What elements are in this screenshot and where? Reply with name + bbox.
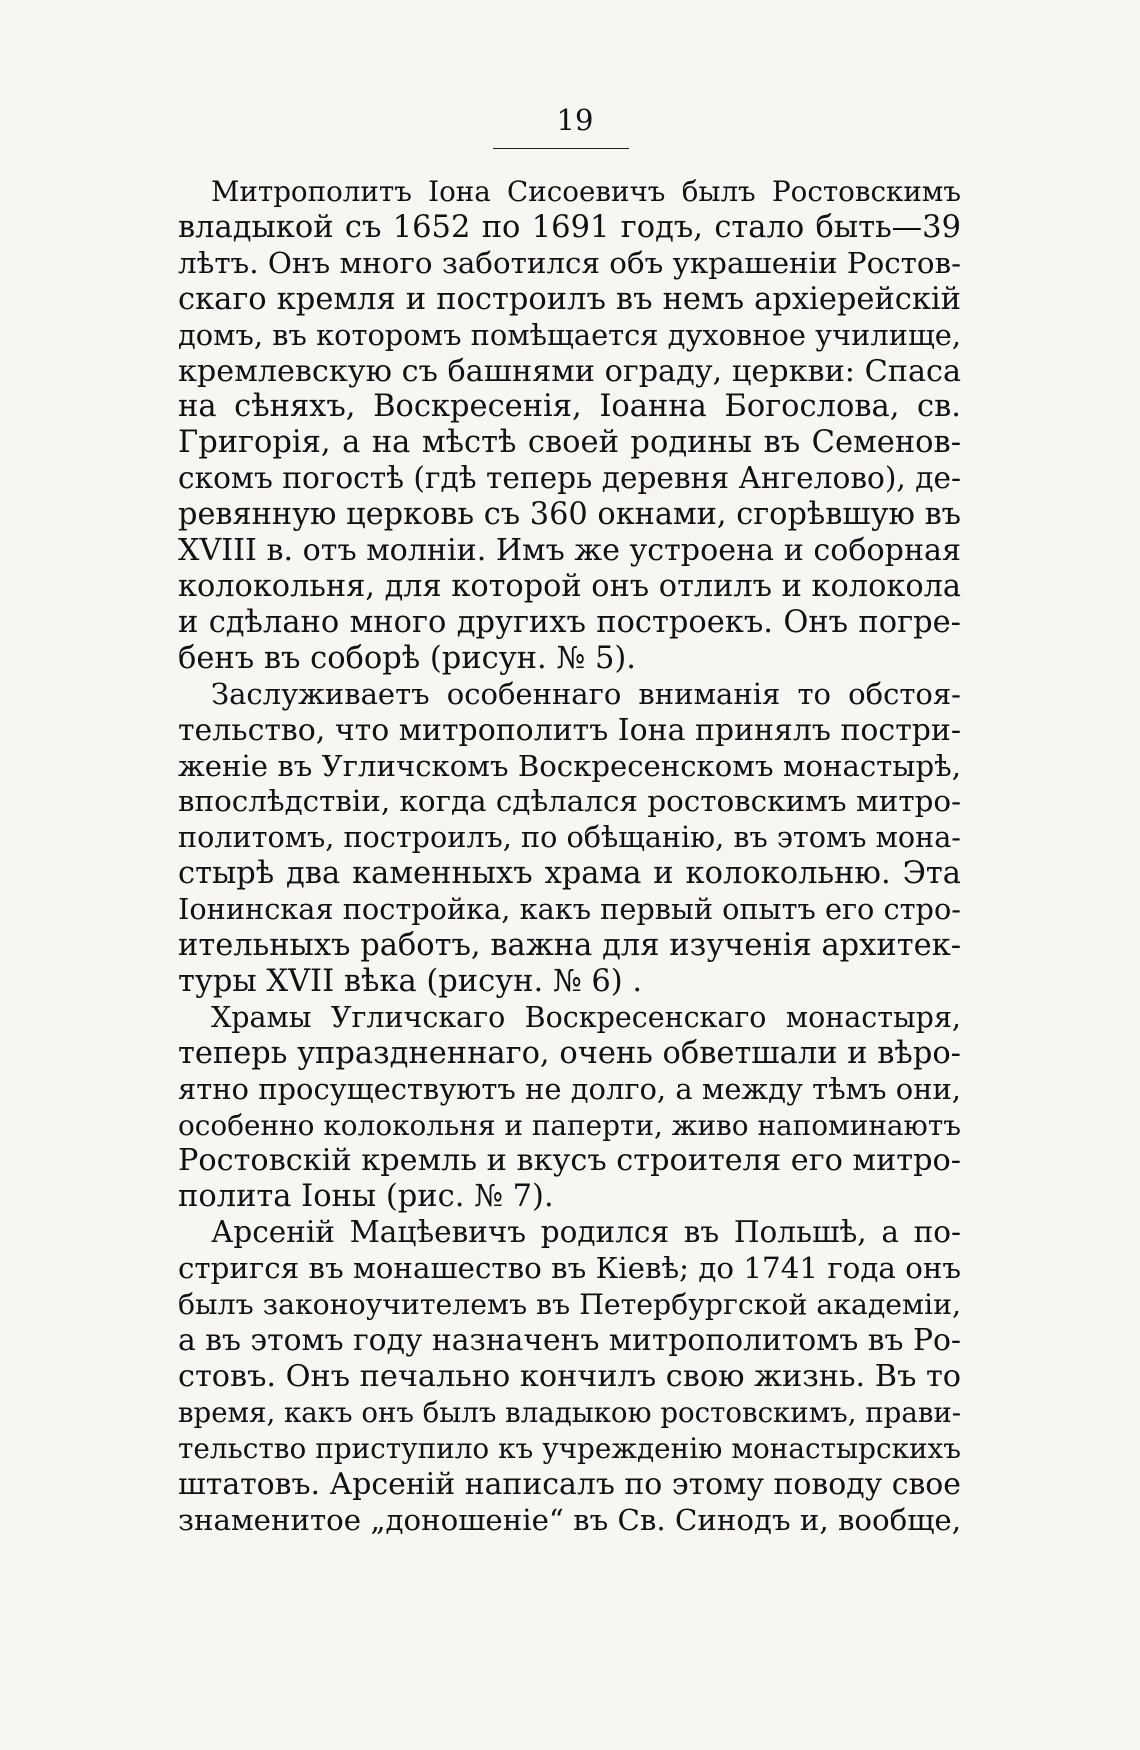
text-line: Митрополитъ Іона Сисоевичъ былъ Ростовскимъ <box>211 175 961 208</box>
text-line: и сдѣлано много другихъ построекъ. Онъ погре- <box>178 604 961 640</box>
text-line: женіе въ Угличскомъ Воскресенскомъ монастырѣ, <box>178 748 961 783</box>
page-number-rule <box>493 148 629 149</box>
paragraph <box>178 174 961 677</box>
text-line: кремлевскую съ башнями ограду, церкви: Спаса <box>178 353 961 389</box>
text-line: Заслуживаетъ особеннаго вниманія то обстоя- <box>211 676 961 711</box>
text-line: время, какъ онъ былъ владыкою ростовскимъ, прави- <box>178 1395 962 1429</box>
text-line: особенно колокольня и паперти, живо напоминаютъ <box>178 1108 961 1142</box>
text-line: колокольня, для которой онъ отлилъ и колокола <box>178 568 961 604</box>
paragraph <box>178 1215 961 1538</box>
text-line: а въ этомъ году назначенъ митрополитомъ въ Ро- <box>178 1323 961 1358</box>
text-line: Григорія, а на мѣстѣ своей родины въ Семенов- <box>178 425 961 461</box>
text-line: лѣтъ. Онъ много заботился объ украшеніи Ростов- <box>178 245 961 280</box>
text-line: тельство приступило къ учрежденію монастырскихъ <box>178 1431 961 1465</box>
text-line: XVIII в. отъ молніи. Имъ же устроена и соборная <box>178 533 961 569</box>
text-line: штатовъ. Арсеній написалъ по этому поводу свое <box>178 1466 961 1502</box>
text-line: Храмы Угличскаго Воскресенскаго монастыря, <box>211 1000 961 1034</box>
text-line: тельство, что митрополитъ Іона принялъ постри- <box>178 712 961 748</box>
text-line: скаго кремля и построилъ въ немъ архіерейскій <box>178 281 961 317</box>
text-line: Іонинская постройка, какъ первый опытъ его стро- <box>178 892 961 927</box>
body-text <box>178 174 961 1538</box>
text-line: впослѣдствіи, когда сдѣлался ростовскимъ митро- <box>178 784 961 819</box>
text-line: на сѣняхъ, Воскресенія, Іоанна Богослова, св. <box>178 389 961 425</box>
page-number: 19 <box>556 103 594 137</box>
text-line: Ростовскій кремль и вкусъ строителя его митро- <box>178 1143 961 1179</box>
text-line: ревянную церковь съ 360 окнами, сгорѣвшую въ <box>178 497 961 533</box>
text-line: былъ законоучителемъ въ Петербургской академіи, <box>178 1288 961 1322</box>
text-line: знаменитое „доношеніе“ въ Св. Синодъ и, вообще, <box>178 1502 962 1537</box>
text-line: теперь упраздненнаго, очень обветшали и вѣро- <box>178 1035 961 1071</box>
text-line: ительныхъ работъ, важна для изученія архитек- <box>178 928 961 964</box>
text-line: ятно просуществуютъ не долго, а между тѣмъ они, <box>178 1071 961 1106</box>
text-line: политомъ, построилъ, по обѣщанію, въ этомъ мона- <box>178 820 961 855</box>
text-line: стырѣ два каменныхъ храма и колокольню. Эта <box>178 856 961 892</box>
text-line: скомъ погостѣ (гдѣ теперь деревня Ангелово), де- <box>178 461 961 496</box>
text-line: полита Іоны (рис. № 7). <box>178 1179 554 1215</box>
text-line: Арсеній Мацѣевичъ родился въ Польшѣ, а по- <box>211 1215 961 1250</box>
text-line: домъ, въ которомъ помѣщается духовное училище, <box>178 317 961 352</box>
paragraph <box>178 1000 961 1215</box>
text-line: владыкой съ 1652 по 1691 годъ, стало быть—39 <box>178 209 961 245</box>
text-line: туры XVII вѣка (рисун. № 6) . <box>178 963 643 999</box>
text-line: бенъ въ соборѣ (рисун. № 5). <box>178 640 636 676</box>
paragraph <box>178 677 961 1000</box>
text-line: стригся въ монашество въ Кіевѣ; до 1741 года онъ <box>178 1251 961 1286</box>
text-line: стовъ. Онъ печально кончилъ свою жизнь. Въ то <box>178 1358 962 1394</box>
